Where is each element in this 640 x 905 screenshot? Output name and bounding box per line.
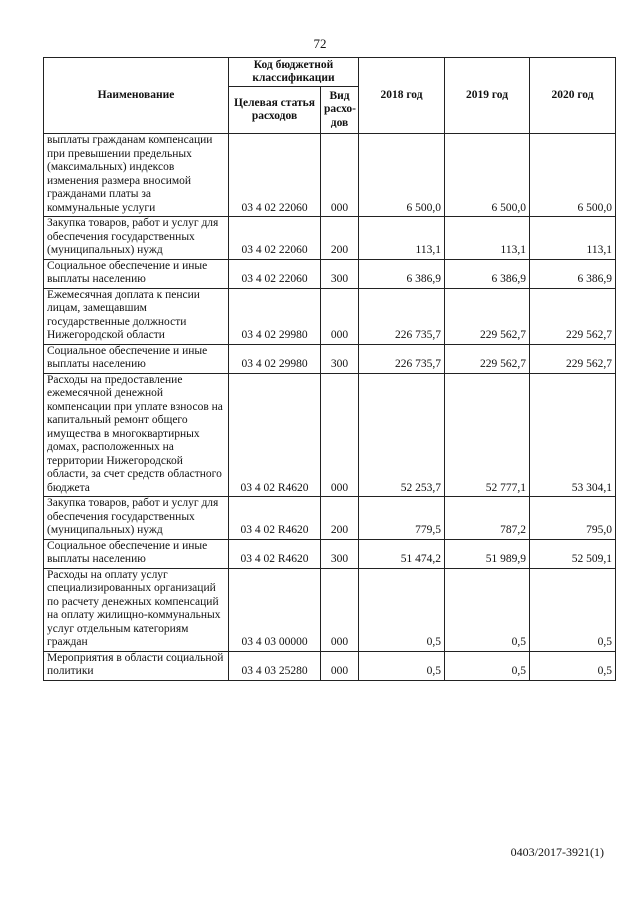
row-name: Социальное обеспечение и иные выплаты населению: [44, 344, 229, 373]
table-row: [44, 344, 616, 373]
header-2018: 2018 год: [359, 58, 445, 134]
row-value-2019: 51 989,9: [445, 539, 530, 568]
header-code-group: Код бюджетной классификации: [229, 58, 359, 87]
row-value-2018: 226 735,7: [359, 344, 445, 373]
table-row: [44, 288, 616, 344]
row-expense-type: 300: [321, 344, 359, 373]
row-value-2019: 6 500,0: [445, 134, 530, 217]
row-expense-type: 300: [321, 259, 359, 288]
row-expense-type: 200: [321, 497, 359, 540]
row-value-2020: 113,1: [530, 217, 616, 260]
row-value-2018: 51 474,2: [359, 539, 445, 568]
row-value-2020: 229 562,7: [530, 288, 616, 344]
row-name: Мероприятия в области социальной политики: [44, 651, 229, 680]
row-value-2019: 52 777,1: [445, 373, 530, 497]
row-value-2019: 229 562,7: [445, 344, 530, 373]
row-name: выплаты гражданам компенсации при превышении предельных (максимальных) индексов изменения размера вносимой гражданами платы за коммунальные услуги: [44, 134, 229, 217]
row-name: Социальное обеспечение и иные выплаты населению: [44, 539, 229, 568]
row-value-2020: 52 509,1: [530, 539, 616, 568]
table-header: [44, 58, 616, 134]
row-value-2018: 6 500,0: [359, 134, 445, 217]
table-row: [44, 651, 616, 680]
budget-table: [43, 57, 616, 681]
row-expense-type: 300: [321, 539, 359, 568]
row-target-code: 03 4 02 R4620: [229, 539, 321, 568]
row-value-2019: 113,1: [445, 217, 530, 260]
table-row: [44, 497, 616, 540]
row-name: Ежемесячная доплата к пенсии лицам, замещавшим государственные должности Нижегородской области: [44, 288, 229, 344]
table-row: [44, 217, 616, 260]
header-2019: 2019 год: [445, 58, 530, 134]
row-target-code: 03 4 02 R4620: [229, 497, 321, 540]
row-value-2018: 226 735,7: [359, 288, 445, 344]
row-target-code: 03 4 02 29980: [229, 344, 321, 373]
row-name: Социальное обеспечение и иные выплаты населению: [44, 259, 229, 288]
row-value-2020: 0,5: [530, 651, 616, 680]
row-target-code: 03 4 03 25280: [229, 651, 321, 680]
table-body: [44, 134, 616, 681]
row-target-code: 03 4 02 22060: [229, 134, 321, 217]
row-name: Закупка товаров, работ и услуг для обеспечения государственных (муниципальных) нужд: [44, 497, 229, 540]
row-expense-type: 000: [321, 651, 359, 680]
row-value-2020: 795,0: [530, 497, 616, 540]
row-value-2018: 113,1: [359, 217, 445, 260]
page-number: 72: [313, 36, 327, 51]
row-target-code: 03 4 02 22060: [229, 259, 321, 288]
table-row: [44, 568, 616, 651]
row-value-2018: 0,5: [359, 651, 445, 680]
row-value-2020: 6 500,0: [530, 134, 616, 217]
row-expense-type: 000: [321, 288, 359, 344]
row-expense-type: 000: [321, 373, 359, 497]
row-value-2018: 0,5: [359, 568, 445, 651]
row-value-2019: 0,5: [445, 568, 530, 651]
row-value-2020: 6 386,9: [530, 259, 616, 288]
row-expense-type: 000: [321, 134, 359, 217]
header-name: Наименование: [44, 58, 229, 134]
table-row: [44, 134, 616, 217]
row-value-2018: 6 386,9: [359, 259, 445, 288]
row-expense-type: 000: [321, 568, 359, 651]
table-row: [44, 539, 616, 568]
header-target: Целевая статья расходов: [229, 87, 321, 134]
header-2020: 2020 год: [530, 58, 616, 134]
row-value-2019: 0,5: [445, 651, 530, 680]
document-code: 0403/2017-3921(1): [510, 845, 604, 859]
row-value-2019: 787,2: [445, 497, 530, 540]
row-value-2019: 229 562,7: [445, 288, 530, 344]
row-value-2018: 52 253,7: [359, 373, 445, 497]
row-target-code: 03 4 02 29980: [229, 288, 321, 344]
row-target-code: 03 4 02 R4620: [229, 373, 321, 497]
row-value-2018: 779,5: [359, 497, 445, 540]
row-value-2019: 6 386,9: [445, 259, 530, 288]
row-expense-type: 200: [321, 217, 359, 260]
row-value-2020: 53 304,1: [530, 373, 616, 497]
header-type: Вид расхо-дов: [321, 87, 359, 134]
row-value-2020: 229 562,7: [530, 344, 616, 373]
row-name: Закупка товаров, работ и услуг для обеспечения государственных (муниципальных) нужд: [44, 217, 229, 260]
row-name: Расходы на предоставление ежемесячной денежной компенсации при уплате взносов на капитальный ремонт общего имущества в многоквартирных домах, расположенных на территории Нижегородской области, за счет средств областного бюджета: [44, 373, 229, 497]
row-target-code: 03 4 03 00000: [229, 568, 321, 651]
row-value-2020: 0,5: [530, 568, 616, 651]
table-row: [44, 373, 616, 497]
table-row: [44, 259, 616, 288]
row-name: Расходы на оплату услуг специализированных организаций по расчету денежных компенсаций на оплату жилищно-коммунальных услуг отдельным категориям граждан: [44, 568, 229, 651]
row-target-code: 03 4 02 22060: [229, 217, 321, 260]
